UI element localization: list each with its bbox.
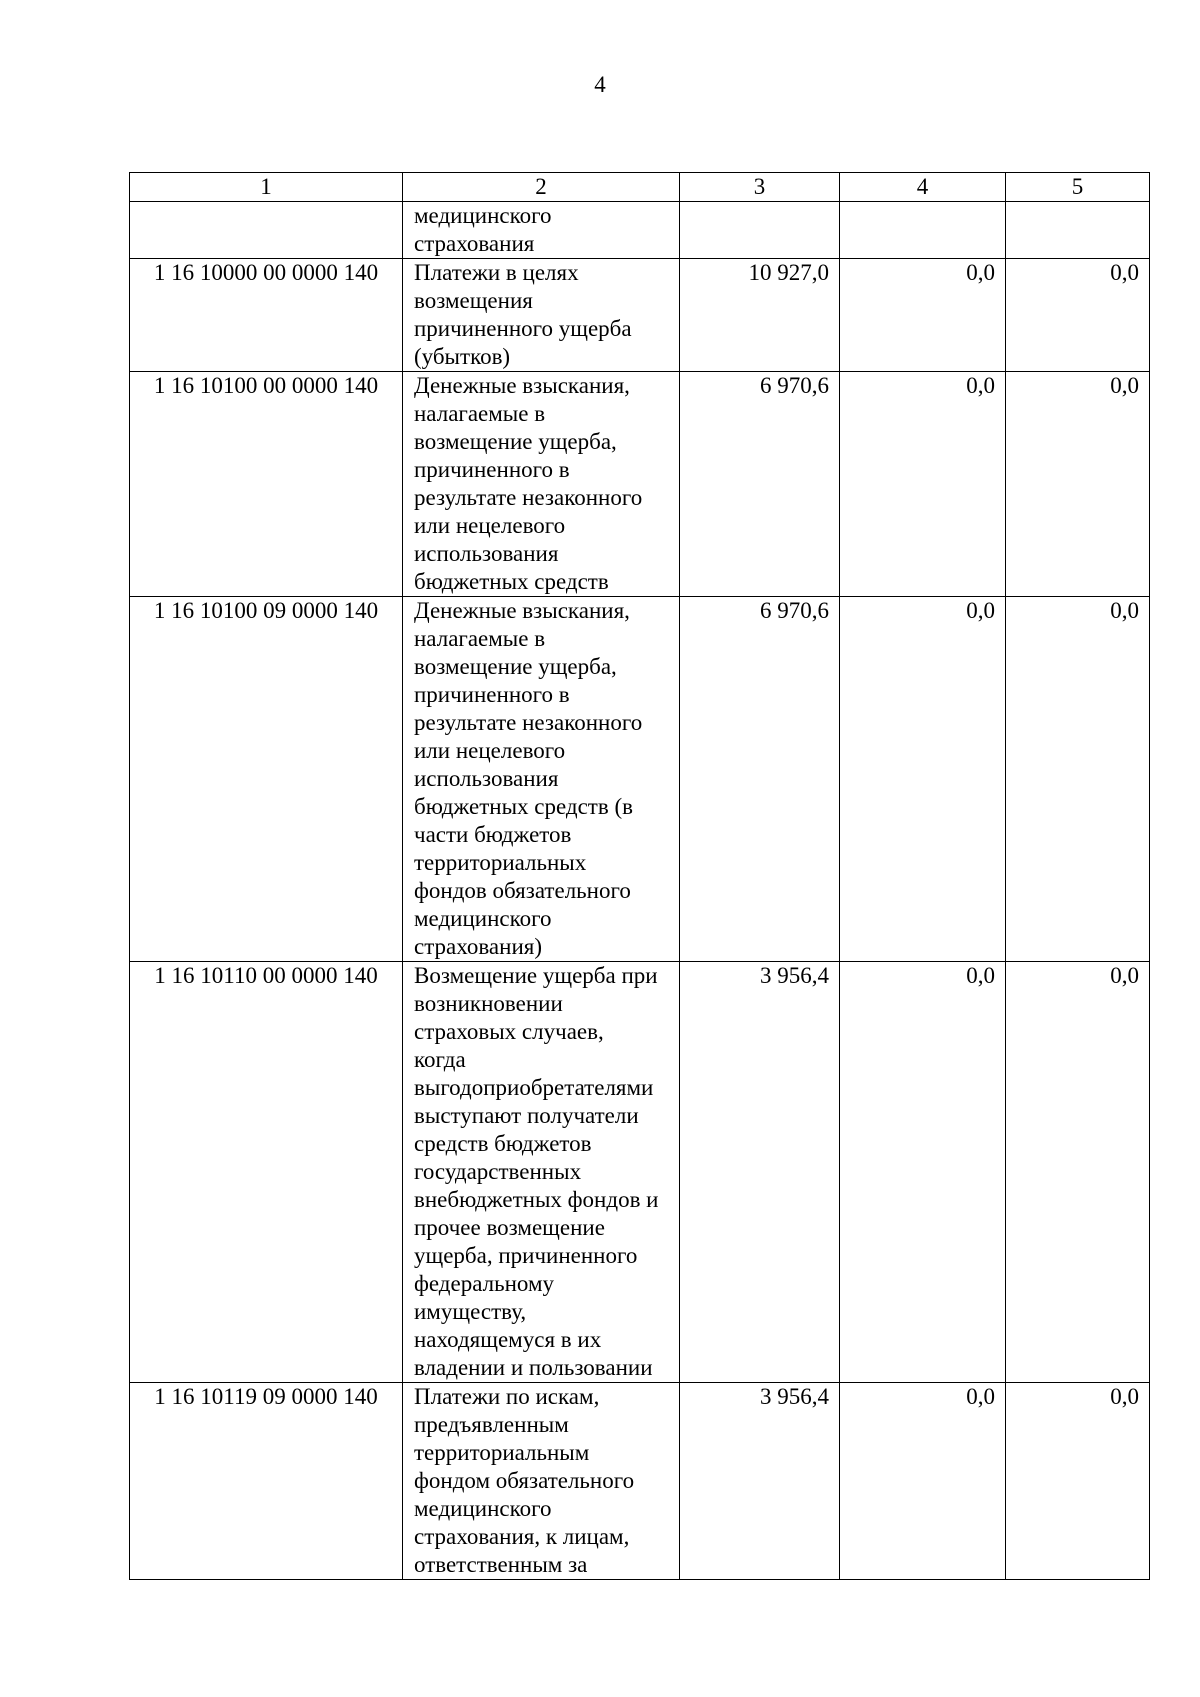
revenue-item-name [403, 597, 680, 962]
revenue-item-name-line: Денежные взыскания, [414, 373, 630, 398]
column-header-1: 1 [130, 173, 403, 202]
revenue-item-name-line: или нецелевого [414, 513, 566, 538]
column-header-2: 2 [403, 173, 680, 202]
revenue-item-name-line: или нецелевого [414, 738, 566, 763]
revenue-item-name-line: владении и пользовании [414, 1355, 653, 1380]
budget-classification-code: 1 16 10000 00 0000 140 [130, 259, 403, 372]
revenue-item-name [403, 259, 680, 372]
revenue-item-name-line: находящемуся в их [414, 1327, 602, 1352]
revenue-item-name-line: причиненного в [414, 682, 570, 707]
revenue-item-name-line: Платежи в целях [414, 260, 579, 285]
amount-cell-column-3: 3 956,4 [680, 962, 840, 1383]
revenue-item-name-line: территориальным [414, 1440, 590, 1465]
revenue-item-name-line: федеральному [414, 1271, 555, 1296]
amount-cell-column-3: 3 956,4 [680, 1383, 840, 1580]
revenue-item-name-line: страховых случаев, [414, 1019, 604, 1044]
budget-revenue-table [129, 172, 1150, 1580]
budget-classification-code: 1 16 10119 09 0000 140 [130, 1383, 403, 1580]
amount-cell-column-4: 0,0 [840, 259, 1006, 372]
revenue-item-name-line: средств бюджетов [414, 1131, 592, 1156]
table-row [130, 202, 1150, 259]
column-header-4: 4 [840, 173, 1006, 202]
revenue-item-name-line: прочее возмещение [414, 1215, 605, 1240]
revenue-item-name-line: медицинского [414, 203, 552, 228]
revenue-item-name-line: ущерба, причиненного [414, 1243, 638, 1268]
revenue-item-name-line: фондов обязательного [414, 878, 631, 903]
revenue-item-name-line: имуществу, [414, 1299, 527, 1324]
revenue-item-name-line: Возмещение ущерба при [414, 963, 658, 988]
revenue-item-name-line: возмещения [414, 288, 533, 313]
revenue-item-name [403, 962, 680, 1383]
revenue-item-name-line: когда [414, 1047, 466, 1072]
amount-cell-column-4: 0,0 [840, 1383, 1006, 1580]
amount-cell-column-5 [1006, 202, 1150, 259]
revenue-item-name-line: части бюджетов [414, 822, 572, 847]
amount-cell-column-3: 10 927,0 [680, 259, 840, 372]
revenue-item-name-line: страхования, к лицам, [414, 1524, 630, 1549]
revenue-item-name-line: (убытков) [414, 344, 511, 369]
table-body [130, 202, 1150, 1580]
revenue-item-name-line: предъявленным [414, 1412, 569, 1437]
amount-cell-column-4: 0,0 [840, 597, 1006, 962]
budget-classification-code: 1 16 10100 09 0000 140 [130, 597, 403, 962]
column-header-3: 3 [680, 173, 840, 202]
revenue-item-name-line: фондом обязательного [414, 1468, 635, 1493]
revenue-item-name-line: страхования) [414, 934, 542, 959]
table-row [130, 259, 1150, 372]
table-row [130, 372, 1150, 597]
budget-classification-code: 1 16 10100 00 0000 140 [130, 372, 403, 597]
revenue-item-name-line: использования [414, 541, 559, 566]
amount-cell-column-4 [840, 202, 1006, 259]
revenue-item-name [403, 372, 680, 597]
revenue-item-name-line: медицинского [414, 906, 552, 931]
revenue-item-name-line: внебюджетных фондов и [414, 1187, 659, 1212]
budget-classification-code [130, 202, 403, 259]
amount-cell-column-5: 0,0 [1006, 962, 1150, 1383]
revenue-item-name-line: Денежные взыскания, [414, 598, 630, 623]
revenue-item-name-line: Платежи по искам, [414, 1384, 600, 1409]
amount-cell-column-5: 0,0 [1006, 1383, 1150, 1580]
amount-cell-column-5: 0,0 [1006, 597, 1150, 962]
revenue-item-name-line: медицинского [414, 1496, 552, 1521]
table-row [130, 1383, 1150, 1580]
amount-cell-column-3: 6 970,6 [680, 372, 840, 597]
amount-cell-column-5: 0,0 [1006, 259, 1150, 372]
revenue-item-name-line: выгодоприобретателями [414, 1075, 654, 1100]
table-row [130, 962, 1150, 1383]
amount-cell-column-3 [680, 202, 840, 259]
revenue-item-name-line: возмещение ущерба, [414, 429, 617, 454]
amount-cell-column-4: 0,0 [840, 372, 1006, 597]
table-header-row [130, 173, 1150, 202]
column-header-5: 5 [1006, 173, 1150, 202]
revenue-item-name-line: выступают получатели [414, 1103, 639, 1128]
revenue-item-name-line: государственных [414, 1159, 582, 1184]
revenue-item-name-line: результате незаконного [414, 710, 643, 735]
revenue-item-name-line: причиненного в [414, 457, 570, 482]
revenue-item-name [403, 1383, 680, 1580]
revenue-item-name-line: возмещение ущерба, [414, 654, 617, 679]
revenue-item-name-line: налагаемые в [414, 401, 546, 426]
amount-cell-column-3: 6 970,6 [680, 597, 840, 962]
revenue-item-name-line: причиненного ущерба [414, 316, 632, 341]
revenue-item-name-line: бюджетных средств [414, 569, 609, 594]
revenue-item-name-line: ответственным за [414, 1552, 588, 1577]
amount-cell-column-4: 0,0 [840, 962, 1006, 1383]
revenue-item-name-line: бюджетных средств (в [414, 794, 633, 819]
table-row [130, 597, 1150, 962]
revenue-item-name-line: страхования [414, 231, 535, 256]
revenue-item-name-line: результате незаконного [414, 485, 643, 510]
revenue-item-name-line: территориальных [414, 850, 587, 875]
page-number: 4 [594, 72, 606, 97]
amount-cell-column-5: 0,0 [1006, 372, 1150, 597]
budget-classification-code: 1 16 10110 00 0000 140 [130, 962, 403, 1383]
revenue-item-name [403, 202, 680, 259]
revenue-item-name-line: возникновении [414, 991, 563, 1016]
revenue-item-name-line: использования [414, 766, 559, 791]
revenue-item-name-line: налагаемые в [414, 626, 546, 651]
